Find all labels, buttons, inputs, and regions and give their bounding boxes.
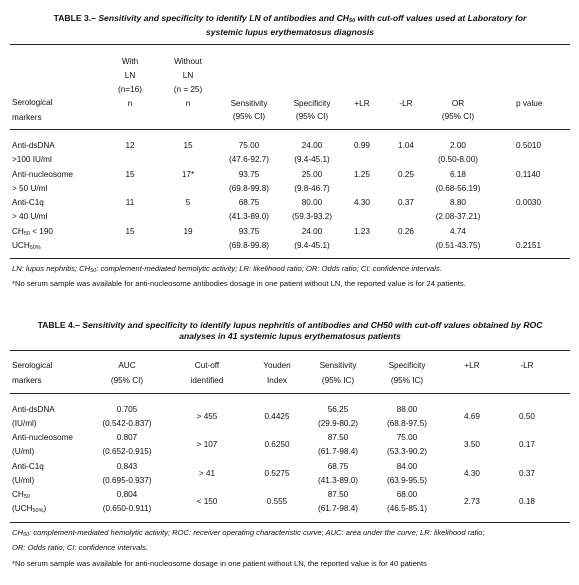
sensitivity-value: 68.75 bbox=[238, 198, 260, 207]
header-with: With bbox=[121, 57, 139, 66]
header-with-ln: LN bbox=[124, 71, 136, 80]
positive-lr: 1.25 bbox=[354, 170, 370, 179]
marker-cutoff: > 50 U/ml bbox=[12, 184, 48, 193]
specificity-ci: (46.5-85.1) bbox=[386, 504, 428, 513]
odds-ratio: 4.74 bbox=[450, 227, 466, 236]
negative-lr: 0.50 bbox=[519, 412, 535, 421]
odds-ratio: 8.80 bbox=[450, 198, 466, 207]
odds-ratio: 2.00 bbox=[450, 141, 466, 150]
without-ln-count: 15 bbox=[183, 141, 193, 150]
without-ln-count: 19 bbox=[183, 227, 193, 236]
positive-lr: 2.73 bbox=[464, 497, 480, 506]
header-n2: n bbox=[185, 99, 191, 108]
cutoff-value: < 150 bbox=[196, 497, 218, 506]
marker-cutoff: > 40 U/ml bbox=[12, 212, 48, 221]
auc-ci: (0.650-0.911) bbox=[102, 504, 152, 513]
marker-cutoff: $UCH_{50\%}$ bbox=[12, 241, 41, 251]
header-auc: AUC bbox=[118, 361, 136, 370]
sensitivity-ci: (47.6-92.7) bbox=[228, 155, 270, 164]
header-sensitivity: Sensitivity bbox=[230, 99, 268, 108]
specificity-value: 68.00 bbox=[396, 490, 418, 499]
header-nlr: -LR bbox=[520, 361, 534, 370]
header-spec-ci: (95% CI) bbox=[295, 112, 329, 121]
sensitivity-value: 93.75 bbox=[238, 227, 260, 236]
youden-index: 0.5275 bbox=[264, 469, 290, 478]
header-auc-ci: (95% CI) bbox=[110, 376, 144, 385]
auc-value: 0.705 bbox=[116, 405, 138, 414]
marker-name: Anti-nucleosome bbox=[12, 170, 73, 179]
marker-name: Anti-dsDNA bbox=[12, 405, 55, 414]
specificity-ci: (53.3-90.2) bbox=[386, 447, 428, 456]
specificity-value: 88.00 bbox=[396, 405, 418, 414]
header-specificity: Specificity bbox=[388, 361, 426, 370]
sensitivity-value: 87.50 bbox=[327, 490, 349, 499]
marker-unit: $(UCH_{50\%})$ bbox=[12, 504, 47, 514]
marker-cutoff: >100 IU/ml bbox=[12, 155, 52, 164]
specificity-ci: (9.4-45.1) bbox=[294, 155, 330, 164]
header-sens-ic: (95% IC) bbox=[321, 376, 355, 385]
sensitivity-ci: (69.8-99.8) bbox=[228, 241, 270, 250]
specificity-value: 25.00 bbox=[301, 170, 323, 179]
sensitivity-value: 93.75 bbox=[238, 170, 260, 179]
with-ln-count: 15 bbox=[125, 227, 135, 236]
table3-footnote-star: *No serum sample was available for anti-nucleosome antibodies dosage in one patient without LN, the reported value is for 24 patients. bbox=[12, 279, 466, 288]
sensitivity-ci: (29.9-80.2) bbox=[317, 419, 359, 428]
odds-ratio: 6.18 bbox=[450, 170, 466, 179]
positive-lr: 1.23 bbox=[354, 227, 370, 236]
auc-value: 0.804 bbox=[116, 490, 138, 499]
header-specificity: Specificity bbox=[293, 99, 331, 108]
p-value: 0.5010 bbox=[516, 141, 542, 150]
cutoff-value: > 455 bbox=[196, 412, 218, 421]
header-without-n: (n = 25) bbox=[173, 85, 203, 94]
specificity-ci: (63.9-95.5) bbox=[386, 476, 428, 485]
sensitivity-ci: (61.7-98.4) bbox=[317, 447, 359, 456]
odds-ratio-ci: (0.68-56.19) bbox=[435, 184, 481, 193]
table4-header-rule bbox=[10, 393, 570, 394]
auc-value: 0.843 bbox=[116, 462, 138, 471]
header-serological: Serological bbox=[12, 361, 53, 370]
header-identified: identified bbox=[190, 376, 224, 385]
specificity-ci: (9.4-45.1) bbox=[294, 241, 330, 250]
sensitivity-ci: (61.7-98.4) bbox=[317, 504, 359, 513]
table4-bottom-rule bbox=[10, 522, 570, 523]
sensitivity-value: 87.50 bbox=[327, 433, 349, 442]
specificity-value: 75.00 bbox=[396, 433, 418, 442]
header-or-ci: (95% CI) bbox=[441, 112, 475, 121]
negative-lr: 0.25 bbox=[398, 170, 414, 179]
odds-ratio-ci: (2.08-37.21) bbox=[435, 212, 481, 221]
sensitivity-ci: (41.3-89.0) bbox=[317, 476, 359, 485]
negative-lr: 0.26 bbox=[398, 227, 414, 236]
sensitivity-ci: (69.8-99.8) bbox=[228, 184, 270, 193]
negative-lr: 0.37 bbox=[398, 198, 414, 207]
marker-name: Anti-C1q bbox=[12, 462, 44, 471]
auc-ci: (0.542-0.837) bbox=[102, 419, 152, 428]
table4-top-rule bbox=[10, 350, 570, 351]
header-plr: +LR bbox=[354, 99, 370, 108]
sensitivity-value: 75.00 bbox=[238, 141, 260, 150]
marker-unit: (U/ml) bbox=[12, 476, 35, 485]
marker-name: Anti-nucleosome bbox=[12, 433, 73, 442]
header-n1: n bbox=[127, 99, 133, 108]
positive-lr: 0.99 bbox=[354, 141, 370, 150]
marker-unit: (IU/ml) bbox=[12, 419, 37, 428]
header-markers: markers bbox=[12, 113, 42, 122]
specificity-ci: (68.8-97.5) bbox=[386, 419, 428, 428]
negative-lr: 1.04 bbox=[398, 141, 414, 150]
without-ln-count: 5 bbox=[185, 198, 191, 207]
specificity-ci: (9.8-46.7) bbox=[294, 184, 330, 193]
specificity-value: 80.00 bbox=[301, 198, 323, 207]
marker-name: $CH_{50} < 190$ bbox=[12, 227, 53, 237]
table4-footnote-star: *No serum sample was available for anti-nucleosome dosage in one patient without LN, the reported value is for 40 patients bbox=[12, 559, 427, 568]
header-or: OR bbox=[451, 99, 465, 108]
header-without: Without bbox=[174, 57, 202, 66]
with-ln-count: 15 bbox=[125, 170, 135, 179]
specificity-value: 24.00 bbox=[301, 141, 323, 150]
specificity-value: 24.00 bbox=[301, 227, 323, 236]
marker-name: $CH_{50}$ bbox=[12, 490, 30, 500]
header-cutoff: Cut-off bbox=[194, 361, 220, 370]
p-value: 0.1140 bbox=[516, 170, 541, 179]
header-with-n: (n=16) bbox=[118, 85, 142, 94]
table3-footnote-abbrev: LN: lupus nephritis; $CH_{50}$: complement-mediated hemolytic activity; LR: likelihood ratio; OR: Odds ratio; CI: confidence intervals. bbox=[12, 264, 442, 274]
table4-title: TABLE 4.– Sensitivity and specificity to identify lupus nephritis of antibodies and CH50 with cut-off values obtained by ROC analyses in 41 systemic lupus erythematosus patients bbox=[37, 320, 543, 341]
negative-lr: 0.37 bbox=[519, 469, 535, 478]
header-serological: Serological bbox=[12, 98, 53, 107]
header-sensitivity: Sensitivity bbox=[319, 361, 357, 370]
header-nlr: -LR bbox=[399, 99, 413, 108]
table4-footnote-abbrev: $CH_{50}$: complement-mediated hemolytic activity; ROC: receiver operating characteristic curve; AUC: area under the curve; LR: likelihood ratio; bbox=[12, 528, 485, 538]
header-markers: markers bbox=[12, 376, 42, 385]
positive-lr: 3.50 bbox=[464, 440, 480, 449]
header-youden: Youden bbox=[263, 361, 291, 370]
auc-ci: (0.695-0.937) bbox=[102, 476, 152, 485]
sensitivity-value: 68.75 bbox=[327, 462, 349, 471]
youden-index: 0.555 bbox=[266, 497, 288, 506]
with-ln-count: 11 bbox=[125, 198, 135, 207]
auc-value: 0.807 bbox=[116, 433, 138, 442]
youden-index: 0.6250 bbox=[264, 440, 290, 449]
header-pvalue: p value bbox=[516, 99, 543, 108]
header-plr: +LR bbox=[464, 361, 480, 370]
marker-unit: (U/ml) bbox=[12, 447, 35, 456]
positive-lr: 4.69 bbox=[464, 412, 480, 421]
auc-ci: (0.652-0.915) bbox=[102, 447, 152, 456]
without-ln-count: 17* bbox=[181, 170, 195, 179]
p-value: 0.0030 bbox=[516, 198, 542, 207]
marker-name: Anti-C1q bbox=[12, 198, 44, 207]
header-index: Index bbox=[266, 376, 288, 385]
marker-name: Anti-dsDNA bbox=[12, 141, 55, 150]
specificity-ci: (59.3-93.2) bbox=[291, 212, 333, 221]
sensitivity-ci: (41.3-89.0) bbox=[228, 212, 270, 221]
table3-top-rule bbox=[10, 44, 570, 45]
odds-ratio-ci: (0.51-43.75) bbox=[435, 241, 481, 250]
table3-title: TABLE 3.– Sensitivity and specificity to identify LN of antibodies and $CH_{50}$ with cut-off values used at Laboratory for systemic lupus erythematosus diagnosis bbox=[53, 13, 527, 37]
p-value: 0.2151 bbox=[516, 241, 542, 250]
cutoff-value: > 107 bbox=[196, 440, 218, 449]
negative-lr: 0.17 bbox=[519, 440, 535, 449]
table4-footnote-abbrev-2: OR: Odds ratio; CI: confidence intervals. bbox=[12, 543, 148, 552]
table3-bottom-rule bbox=[10, 258, 570, 259]
header-sens-ci: (95% CI) bbox=[232, 112, 266, 121]
header-without-ln: LN bbox=[182, 71, 194, 80]
odds-ratio-ci: (0.50-8.00) bbox=[437, 155, 479, 164]
sensitivity-value: 56.25 bbox=[327, 405, 349, 414]
header-spec-ic: (95% IC) bbox=[390, 376, 424, 385]
table3-header-rule bbox=[10, 129, 570, 130]
with-ln-count: 12 bbox=[125, 141, 135, 150]
youden-index: 0.4425 bbox=[264, 412, 290, 421]
negative-lr: 0.18 bbox=[519, 497, 535, 506]
positive-lr: 4.30 bbox=[464, 469, 480, 478]
specificity-value: 84.00 bbox=[396, 462, 418, 471]
cutoff-value: > 41 bbox=[198, 469, 216, 478]
positive-lr: 4.30 bbox=[354, 198, 370, 207]
